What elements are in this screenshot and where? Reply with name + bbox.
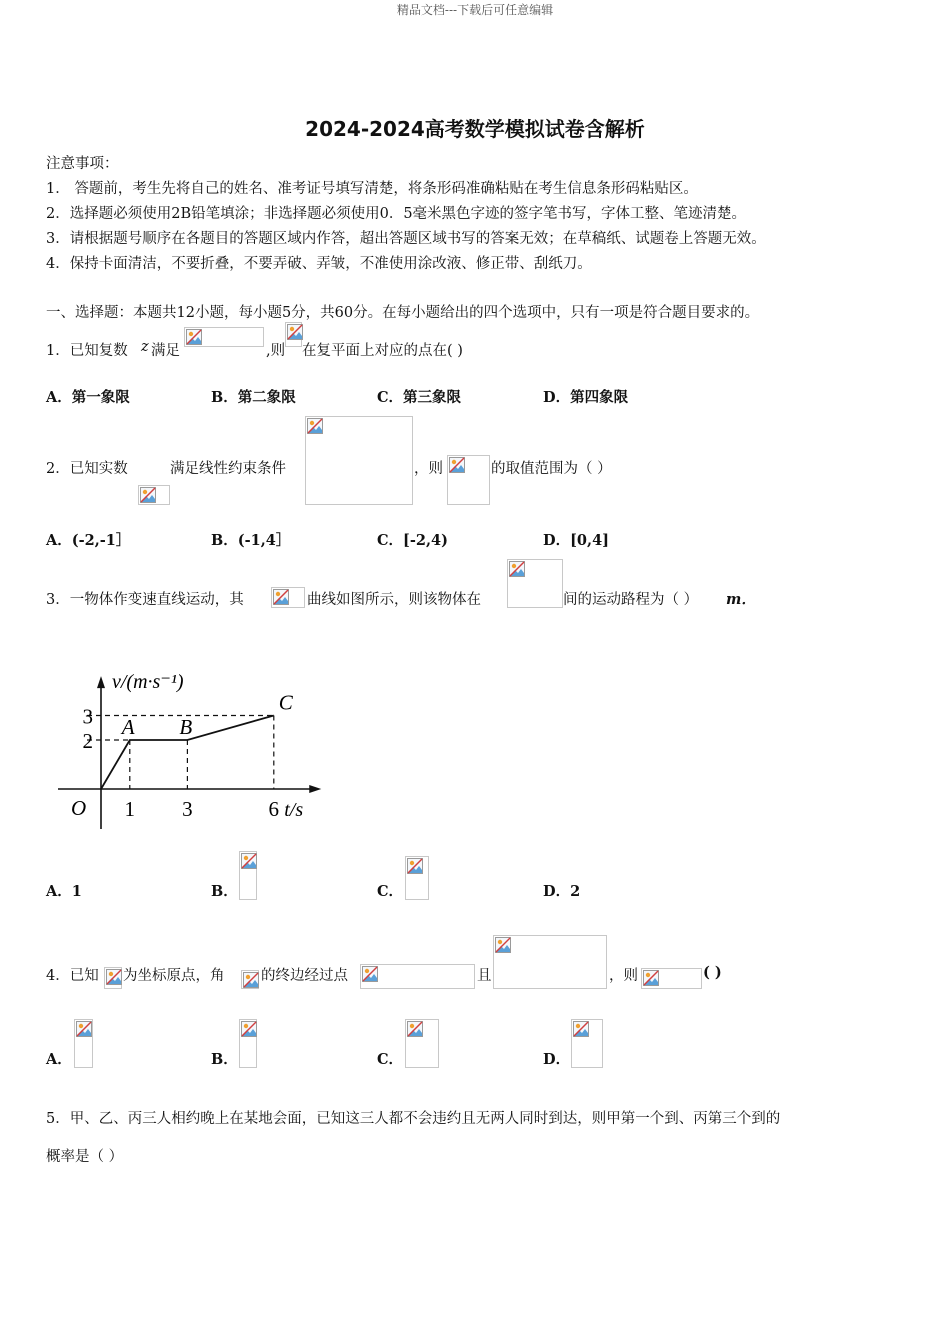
x-tick-label: 1: [124, 797, 136, 821]
option-d: D．2: [543, 883, 581, 900]
section-heading: 一、选择题：本题共12小题，每小题5分，共60分。在每小题给出的四个选项中，只有一项是符合题目要求的。: [46, 305, 760, 321]
q4-text-part: ，则: [609, 968, 638, 984]
q3-unit: m．: [726, 591, 756, 608]
option-d: D．: [543, 1051, 571, 1068]
q4-text-part: 为坐标原点，角: [123, 968, 225, 984]
broken-image-icon: [241, 853, 257, 869]
x-tick-label: 3: [182, 797, 193, 821]
x-axis-label: t/s: [284, 799, 304, 821]
page-title: 2024-2024高考数学模拟试卷含解析: [305, 117, 645, 141]
y-axis-label: [112, 671, 184, 693]
velocity-time-graph: [50, 640, 340, 840]
broken-image-icon: [449, 457, 465, 473]
q5-text-line: 5．甲、乙、丙三人相约晚上在某地会面，已知这三人都不会违约且无两人同时到达，则甲第一个到、丙第三个到的: [46, 1111, 781, 1127]
broken-image-icon: [243, 972, 259, 988]
q4-text-part: ( ): [703, 964, 722, 981]
broken-image-icon: [362, 966, 378, 982]
option-a: A．(-2,-1］: [46, 532, 131, 549]
formula-image: [405, 1019, 439, 1068]
option-a: A．第一象限: [46, 389, 130, 406]
formula-image: [405, 856, 429, 900]
q2-text-part: 的取值范围为（ ）: [491, 461, 612, 477]
x-tick-label: 6: [268, 797, 280, 821]
page-header: 精品文档---下载后可任意编辑: [396, 3, 554, 17]
broken-image-icon: [509, 561, 525, 577]
formula-image: [493, 935, 607, 989]
option-d: D．[0,4]: [543, 532, 610, 549]
formula-image: [104, 967, 122, 989]
broken-image-icon: [307, 418, 323, 434]
option-c: C．: [377, 883, 404, 900]
formula-image: [138, 485, 170, 505]
notice-heading: 注意事项：: [46, 156, 119, 172]
y-axis-label-text: v/(m·s⁻¹): [112, 671, 184, 694]
formula-image: [447, 455, 490, 505]
option-b: B．(-1,4］: [211, 532, 291, 549]
q1-text-part: ,则: [266, 343, 286, 359]
broken-image-icon: [495, 937, 511, 953]
q3-text-part: 间的运动路程为（ ）: [563, 592, 699, 608]
point-label-c: C: [278, 690, 293, 715]
broken-image-icon: [241, 1021, 257, 1037]
q1-text-part: 1．已知复数: [46, 343, 128, 359]
q1-variable: z: [141, 339, 149, 355]
formula-image: [241, 970, 259, 989]
q4-text-part: 的终边经过点: [261, 968, 348, 984]
notice-item: 2．选择题必须使用2B铅笔填涂；非选择题必须使用0．5毫米黑色字迹的签字笔书写，字体工整、笔迹清楚。: [46, 206, 747, 222]
option-d: D．第四象限: [543, 389, 629, 406]
origin-label: O: [71, 796, 87, 820]
formula-image: [641, 968, 702, 989]
q2-text-part: ，则: [414, 461, 443, 477]
option-c: C．: [377, 1051, 404, 1068]
formula-image: [305, 416, 413, 505]
broken-image-icon: [106, 969, 122, 985]
formula-image: [360, 964, 475, 989]
option-b: B．第二象限: [211, 389, 296, 406]
q4-text-part: 且: [477, 968, 492, 984]
notice-item: 4．保持卡面清洁，不要折叠，不要弄破、弄皱，不准使用涂改液、修正带、刮纸刀。: [46, 256, 592, 272]
formula-image: [239, 851, 257, 900]
q3-text-part: 曲线如图所示，则该物体在: [307, 592, 481, 608]
broken-image-icon: [407, 858, 423, 874]
option-b: B．: [211, 1051, 238, 1068]
x-axis-arrow: [309, 785, 321, 793]
broken-image-icon: [287, 324, 303, 340]
formula-image: [74, 1019, 93, 1068]
formula-image: [507, 559, 563, 608]
q3-text-part: 3．一物体作变速直线运动，其: [46, 592, 244, 608]
broken-image-icon: [186, 329, 202, 345]
broken-image-icon: [76, 1021, 92, 1037]
broken-image-icon: [573, 1021, 589, 1037]
option-a: A．1: [46, 883, 82, 900]
y-tick-label: 3: [82, 704, 93, 729]
formula-image: [571, 1019, 603, 1068]
q5-text-line: 概率是（ ）: [46, 1149, 124, 1165]
q1-text-part: 满足: [151, 343, 180, 359]
notice-item: 3．请根据题号顺序在各题目的答题区域内作答，超出答题区域书写的答案无效；在草稿纸、试题卷上答题无效。: [46, 231, 766, 247]
q2-text-part: 满足线性约束条件: [170, 461, 286, 477]
q2-text-part: 2．已知实数: [46, 461, 128, 477]
broken-image-icon: [643, 970, 659, 986]
option-a: A．: [46, 1051, 72, 1068]
formula-image: [271, 587, 305, 608]
point-label-a: A: [121, 715, 135, 739]
formula-image: [239, 1019, 257, 1068]
broken-image-icon: [407, 1021, 423, 1037]
point-label-b: B: [179, 715, 193, 739]
formula-image: [184, 327, 264, 347]
notice-item: 1． 答题前，考生先将自己的姓名、准考证号填写清楚，将条形码准确粘贴在考生信息条形码粘贴区。: [46, 181, 698, 197]
y-tick-label: 2: [82, 729, 93, 753]
option-b: B．: [211, 883, 238, 900]
broken-image-icon: [273, 589, 289, 605]
option-c: C．第三象限: [377, 389, 462, 406]
option-c: C．[-2,4): [377, 532, 449, 549]
formula-image: [285, 322, 302, 347]
broken-image-icon: [140, 487, 156, 503]
y-axis-arrow: [97, 676, 105, 688]
q1-text-part: 在复平面上对应的点在( ): [302, 343, 463, 359]
q4-text-part: 4．已知: [46, 968, 99, 984]
